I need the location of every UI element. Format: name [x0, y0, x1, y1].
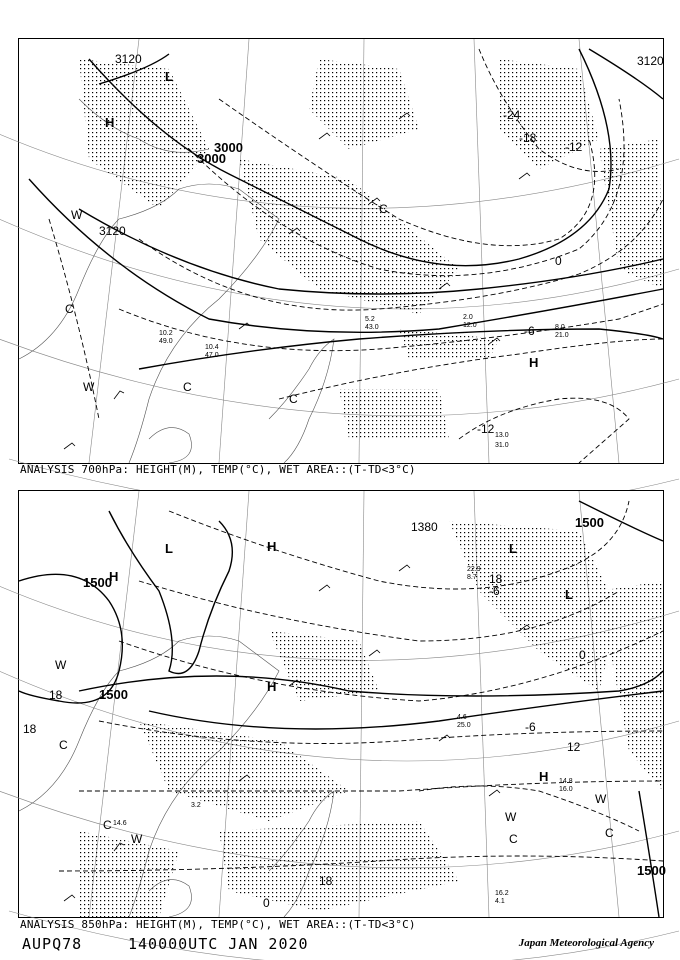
temp-label: 0 [555, 254, 562, 268]
height-label: 3000 [197, 151, 226, 166]
map-850hpa-canvas [19, 491, 666, 917]
station-value: 22.9 [467, 566, 481, 573]
center-label: C [65, 302, 74, 316]
center-label: W [505, 810, 517, 824]
station-value: 2.0 [463, 314, 473, 321]
temp-label: 0 [579, 648, 586, 662]
temp-label: 12 [567, 740, 581, 754]
station-value: 4.1 [495, 898, 505, 905]
height-label: 1380 [411, 520, 438, 534]
station-value: 16.0 [559, 786, 573, 793]
station-value: 14.8 [559, 778, 573, 785]
station-value: 10.4 [205, 344, 219, 351]
temp-label: 0 [263, 896, 270, 910]
height-label-left: 3120 [99, 224, 126, 238]
center-label: W [71, 208, 83, 222]
center-label: H [539, 769, 549, 784]
temp-label: -6 [525, 720, 536, 734]
wet-area-700 [79, 59, 663, 439]
station-value: 10.2 [159, 330, 173, 337]
center-label: C [509, 832, 518, 846]
height-label: 1500 [99, 687, 128, 702]
center-label: H [267, 539, 277, 554]
station-value: 13.0 [495, 432, 509, 439]
temp-label: 18 [49, 688, 63, 702]
station-value: 49.0 [159, 338, 173, 345]
height-label: 3120 [115, 52, 142, 66]
center-label: W [55, 658, 67, 672]
map-700hpa-canvas [19, 39, 663, 463]
center-label: H [109, 569, 119, 584]
station-value: 12.0 [463, 322, 477, 329]
temp-label: -6 [524, 324, 535, 338]
temp-label: -24 [503, 108, 521, 122]
center-label: L [165, 69, 173, 84]
center-label: L [165, 541, 173, 556]
station-value: 47.0 [205, 352, 219, 359]
temp-label: -12 [565, 140, 583, 154]
center-label: C [379, 202, 388, 216]
station-value: 3.2 [191, 802, 201, 809]
center-label: W [83, 380, 95, 394]
caption-700hpa: ANALYSIS 700hPa: HEIGHT(M), TEMP(°C), WET AREA::(T-TD<3°C) [20, 463, 416, 476]
station-value: 16.2 [495, 890, 509, 897]
caption-850hpa: ANALYSIS 850hPa: HEIGHT(M), TEMP(°C), WET AREA::(T-TD<3°C) [20, 918, 416, 931]
center-label: L [565, 587, 573, 602]
analysis-map-700hpa [18, 38, 664, 464]
center-label: L [509, 541, 517, 556]
center-label: H [529, 355, 539, 370]
center-label: W [131, 832, 143, 846]
temp-label: -12 [477, 422, 495, 436]
station-value: 25.0 [457, 722, 471, 729]
temp-label: -18 [519, 131, 537, 145]
analysis-map-850hpa [18, 490, 664, 918]
height-label: 3120 [637, 54, 664, 68]
temp-label: -6 [489, 584, 500, 598]
station-value: 21.0 [555, 332, 569, 339]
center-label: C [103, 818, 112, 832]
station-value: 5.2 [365, 316, 375, 323]
wet-area-850 [79, 521, 663, 917]
station-value: 8.0 [555, 324, 565, 331]
valid-time: 140000UTC JAN 2020 [128, 935, 309, 953]
center-label: C [183, 380, 192, 394]
station-value: 31.0 [495, 442, 509, 449]
temp-label: 18 [489, 572, 503, 586]
center-label: H [267, 679, 277, 694]
height-label: 3000 [214, 140, 243, 155]
height-label: 1500 [83, 575, 112, 590]
station-value: 14.6 [113, 820, 127, 827]
agency-credit: Japan Meteorological Agency [518, 937, 654, 949]
center-label: H [105, 115, 115, 130]
center-label: C [289, 392, 298, 406]
product-id: AUPQ78 [22, 935, 83, 953]
center-label: W [595, 792, 607, 806]
temp-label: 18 [23, 722, 37, 736]
station-value: 8.7 [467, 574, 477, 581]
height-label: 1500 [575, 515, 604, 530]
temp-label: 18 [319, 874, 333, 888]
station-value: 43.0 [365, 324, 379, 331]
station-value: 4.6 [457, 714, 467, 721]
center-label: C [59, 738, 68, 752]
height-label: 1500 [637, 863, 666, 878]
center-label: C [605, 826, 614, 840]
